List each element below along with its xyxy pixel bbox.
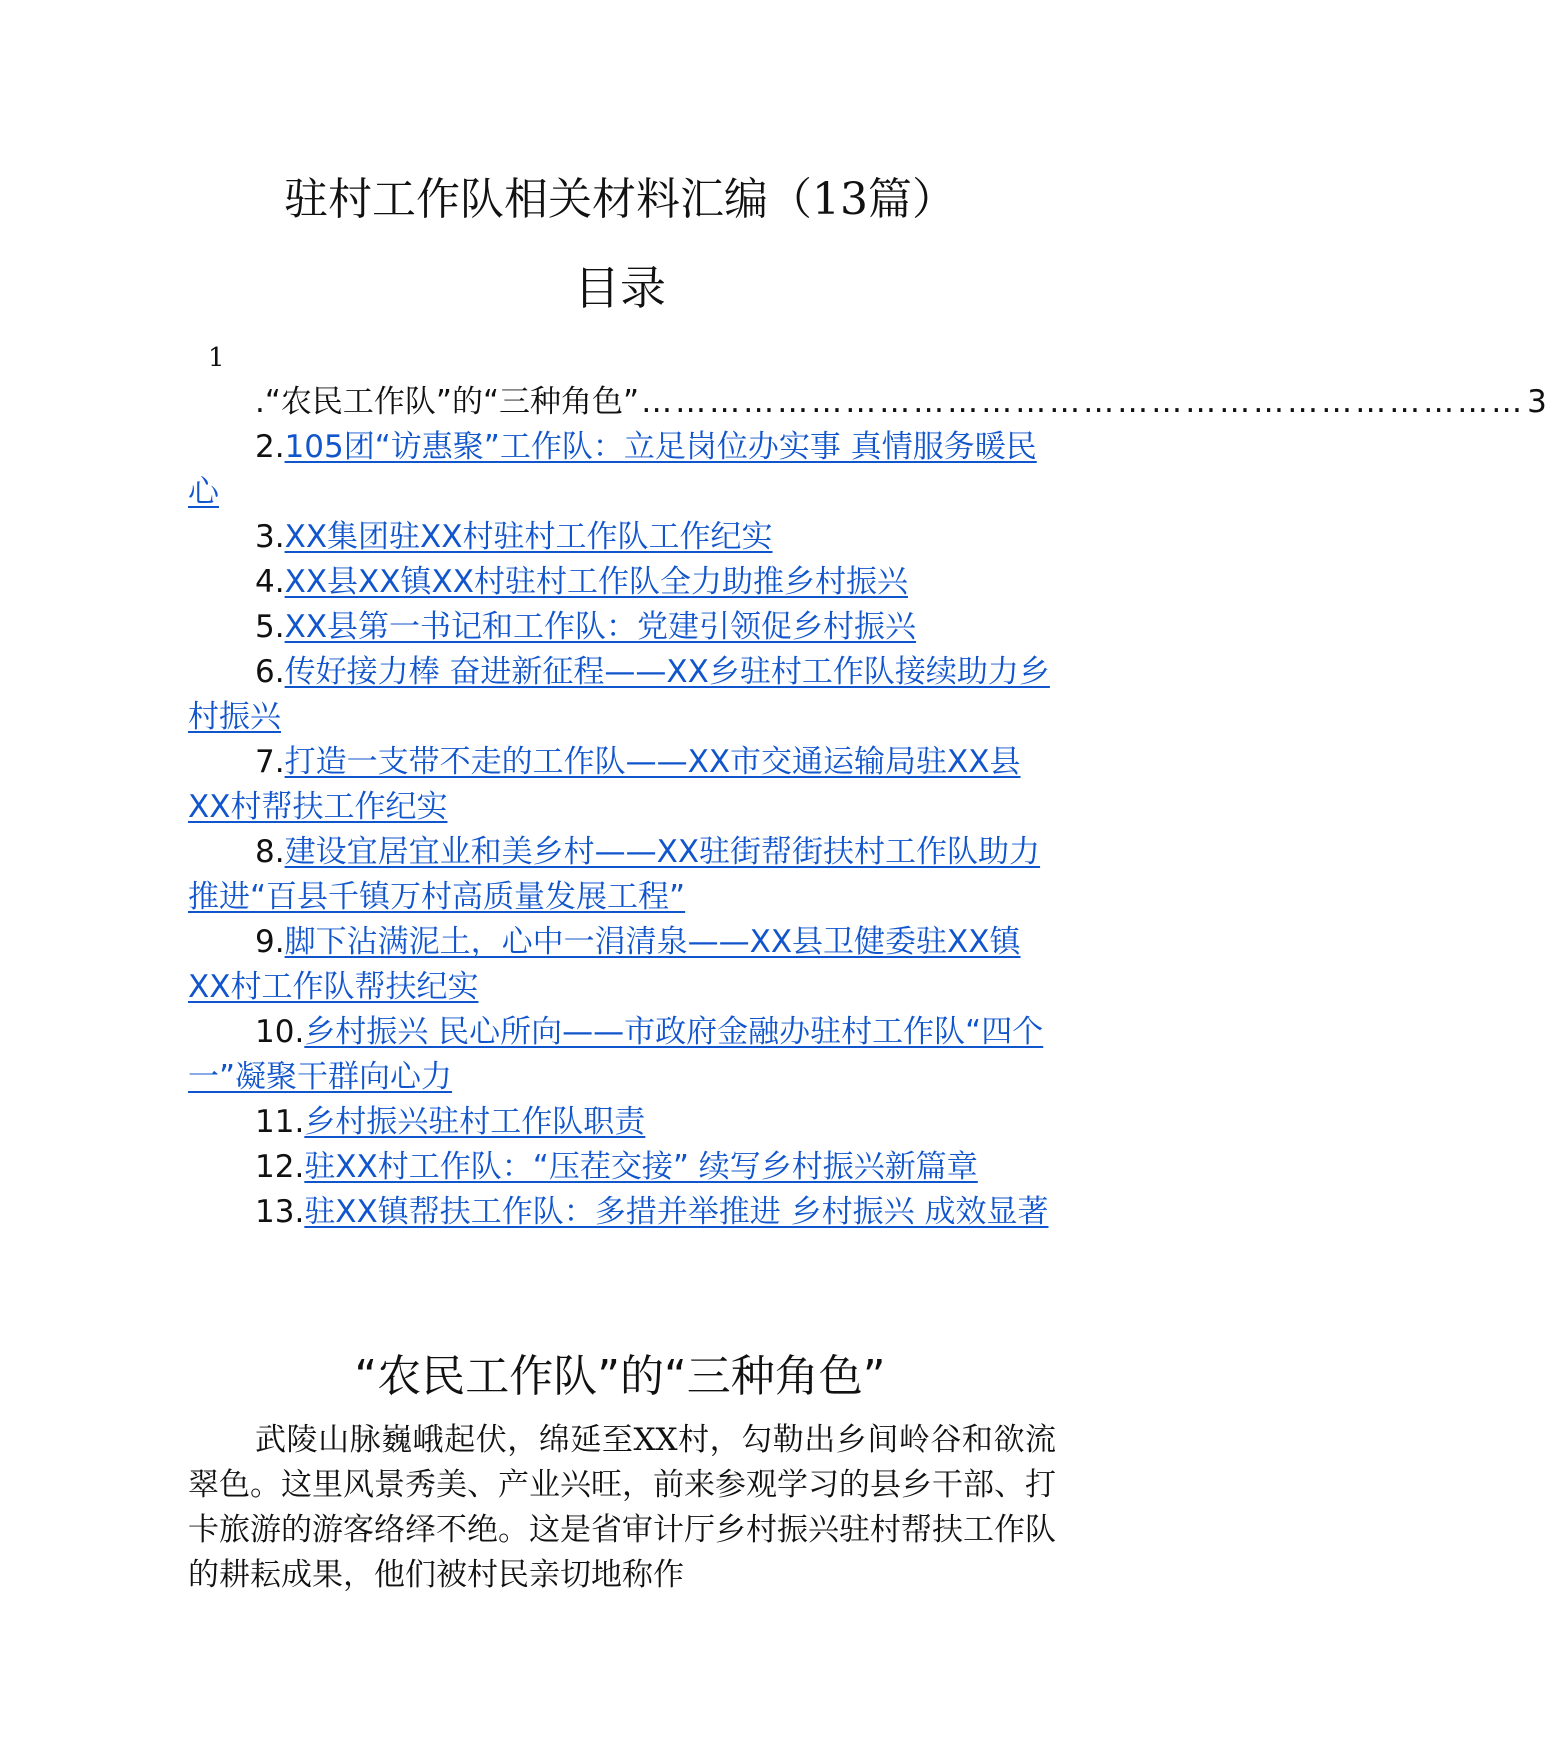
toc-entry-number: 4.: [255, 564, 285, 600]
toc-entry-number: 6.: [255, 654, 285, 690]
toc-entry-number: 13.: [255, 1194, 305, 1230]
toc-entry-link[interactable]: 105团“访惠聚”工作队：立足岗位办实事 真情服务暖民心: [188, 429, 1037, 510]
toc-entry-3[interactable]: [188, 515, 1056, 560]
toc-dot-leader: ……………………………………………………………………: [641, 384, 1526, 420]
toc-entry-link[interactable]: 建设宜居宜业和美乡村——XX驻街帮街扶村工作队助力推进“百县千镇万村高质量发展工程”: [188, 834, 1041, 915]
table-of-contents: [188, 380, 1547, 1235]
paragraph-village-code: XX: [633, 1422, 678, 1458]
section-paragraph: [188, 1418, 1056, 1598]
toc-page-number: 3: [1527, 384, 1547, 420]
toc-entry-1[interactable]: [188, 380, 1547, 425]
toc-entry-link[interactable]: 驻XX镇帮扶工作队：多措并举推进 乡村振兴 成效显著: [304, 1194, 1049, 1230]
title-suffix: 篇）: [868, 174, 956, 225]
toc-entry-number: 7.: [255, 744, 285, 780]
toc-entry-link[interactable]: 乡村振兴驻村工作队职责: [304, 1104, 646, 1140]
toc-entry-link[interactable]: XX集团驻XX村驻村工作队工作纪实: [284, 519, 773, 555]
toc-entry-link[interactable]: 驻XX村工作队：“压茬交接” 续写乡村振兴新篇章: [304, 1149, 978, 1185]
toc-entry-12[interactable]: [188, 1145, 1056, 1190]
toc-entry-10[interactable]: [188, 1010, 1056, 1100]
toc-entry-11[interactable]: [188, 1100, 1056, 1145]
toc-entry-2[interactable]: [188, 425, 1056, 515]
page-marker: 1: [208, 343, 225, 373]
paragraph-text-start: 武陵山脉巍峨起伏，绵延至: [255, 1422, 634, 1458]
toc-entry-9[interactable]: [188, 920, 1056, 1010]
toc-entry-4[interactable]: [188, 560, 1056, 605]
toc-entry-link[interactable]: 打造一支带不走的工作队——XX市交通运输局驻XX县XX村帮扶工作纪实: [188, 744, 1021, 825]
toc-entry-link[interactable]: 乡村振兴 民心所向——市政府金融办驻村工作队“四个一”凝聚干群向心力: [188, 1014, 1044, 1095]
toc-entry-link[interactable]: XX县第一书记和工作队：党建引领促乡村振兴: [284, 609, 917, 645]
toc-entry-5[interactable]: [188, 605, 1056, 650]
toc-entry-number: 9.: [255, 924, 285, 960]
paragraph-text-rest: 村，勾勒出乡间岭谷和欲流翠色。这里风景秀美、产业兴旺，前来参观学习的县乡干部、打卡旅游的游客络绎不绝。这是省审计厅乡村振兴驻村帮扶工作队的耕耘成果，他们被村民亲切地称作: [188, 1422, 1057, 1593]
toc-entry-link[interactable]: 脚下沾满泥土，心中一涓清泉——XX县卫健委驻XX镇XX村工作队帮扶纪实: [188, 924, 1021, 1005]
toc-entry-number: 10.: [255, 1014, 305, 1050]
toc-entry-number: 12.: [255, 1149, 305, 1185]
document-title: [0, 168, 1240, 232]
toc-entry-number: 3.: [255, 519, 285, 555]
title-count: 13: [812, 174, 868, 225]
toc-entry-text: .“农民工作队”的“三种角色”: [255, 384, 640, 420]
toc-entry-8[interactable]: [188, 830, 1056, 920]
toc-entry-number: 11.: [255, 1104, 305, 1140]
toc-entry-7[interactable]: [188, 740, 1056, 830]
toc-entry-link[interactable]: 传好接力棒 奋进新征程——XX乡驻村工作队接续助力乡村振兴: [188, 654, 1050, 735]
toc-entry-6[interactable]: [188, 650, 1056, 740]
toc-entry-number: 5.: [255, 609, 285, 645]
toc-entry-link[interactable]: XX县XX镇XX村驻村工作队全力助推乡村振兴: [284, 564, 908, 600]
toc-entry-number: 8.: [255, 834, 285, 870]
title-prefix: 驻村工作队相关材料汇编（: [284, 174, 812, 225]
section-title: “农民工作队”的“三种角色”: [354, 1351, 886, 1402]
toc-entry-13[interactable]: [188, 1190, 1056, 1235]
toc-entry-number: 2.: [255, 429, 285, 465]
toc-heading: 目录: [574, 261, 666, 315]
